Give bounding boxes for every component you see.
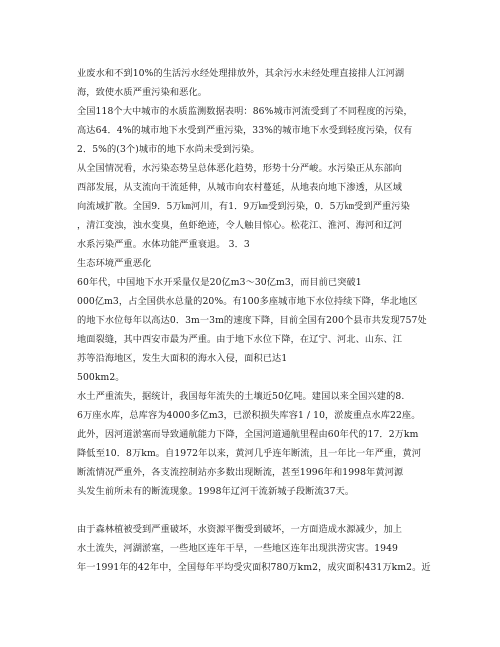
text-line: 全国118个大中城市的水质监测数据表明：86%城市河流受到了不同程度的污染， xyxy=(77,106,413,117)
text-line: 500km2。 xyxy=(77,372,125,383)
text-line: 水土严重流失，据统计，我国每年流失的土壤近50亿吨。建国以来全国兴建的8. xyxy=(77,391,405,402)
text-line: 地面裂缝，其中西安市最为严重。由于地下水位下降，在辽宁、河北、山东、江 xyxy=(77,334,403,345)
text-line: 此外，因河道淤塞而导致通航能力下降，全国河道通航里程由60年代的17．2万km xyxy=(77,429,419,440)
document-page xyxy=(77,64,437,577)
text-line: 降低至10．8万km。自1972年以来，黄河几乎连年断流，且一年比一年严重，黄河 xyxy=(77,448,422,459)
text-line: 水土流失，河湖淤塞，一些地区连年干旱，一些地区连年出现洪涝灾害。1949 xyxy=(77,543,398,554)
text-line: 西部发展，从支流向干流延伸，从城市向农村蔓延，从地表向地下渗透，从区域 xyxy=(77,182,403,193)
text-line: 6万座水库，总库容为4000多亿m3，已淤积损失库容1 / 10，淤废重点水库22座。 xyxy=(77,410,421,421)
text-line: 000亿m3，占全国供水总量的20%。有100多座城市地下水位持续下降，华北地区 xyxy=(77,296,418,307)
text-line: 从全国情况看，水污染态势呈总体恶化趋势，形势十分严峻。水污染正从东部向 xyxy=(77,163,403,174)
text-line: 向流域扩散。全国9．5万㎞河川，有1．9万㎞受到污染，0．5万㎞受到严重污染 xyxy=(77,201,410,212)
paragraph-gap xyxy=(77,501,437,520)
text-line: 2．5%的(3个)城市的地下水尚未受到污染。 xyxy=(77,144,260,155)
text-line: 头发生前所未有的断流现象。1998年辽河干流新城子段断流37天。 xyxy=(77,486,355,497)
text-line: 高达64．4%的城市地下水受到严重污染，33%的城市地下水受到轻度污染，仅有 xyxy=(77,125,413,136)
text-line: 业废水和不到10%的生活污水经处理排放外，其余污水未经处理直接排人江河湖 xyxy=(77,68,405,79)
text-line: 年一1991年的42年中，全国每年平均受灾面积780万km2，成灾面积431万km2。近 xyxy=(77,562,431,573)
text-line: 断流情况严重外，各支流控制站亦多数出现断流，甚至1996年和1998年黄河源 xyxy=(77,467,404,478)
text-line: 60年代，中国地下水开采量仅是20亿m3～30亿m3，而目前已突破1 xyxy=(77,277,362,288)
text-line: 海，致使水质严重污染和恶化。 xyxy=(77,87,208,98)
text-line: 水系污染严重。水体功能严重衰退。 3．3 xyxy=(77,239,250,250)
text-line: ，清江变浊，浊水变臭，鱼虾绝迹，令人触目惊心。松花江、淮河、海河和辽河 xyxy=(77,220,403,231)
text-line: 由于森林植被受到严重破坏，水资源平衡受到破坏，一方面造成水源减少，加上 xyxy=(77,524,403,535)
section-heading: 生态环境严重恶化 xyxy=(77,258,152,269)
text-line: 苏等沿海地区，发生大面积的海水入侵，面积已达1 xyxy=(77,353,288,364)
text-line: 的地下水位每年以高达0．3m一3m的速度下降，目前全国有200个县市共发现757处 xyxy=(77,315,427,326)
